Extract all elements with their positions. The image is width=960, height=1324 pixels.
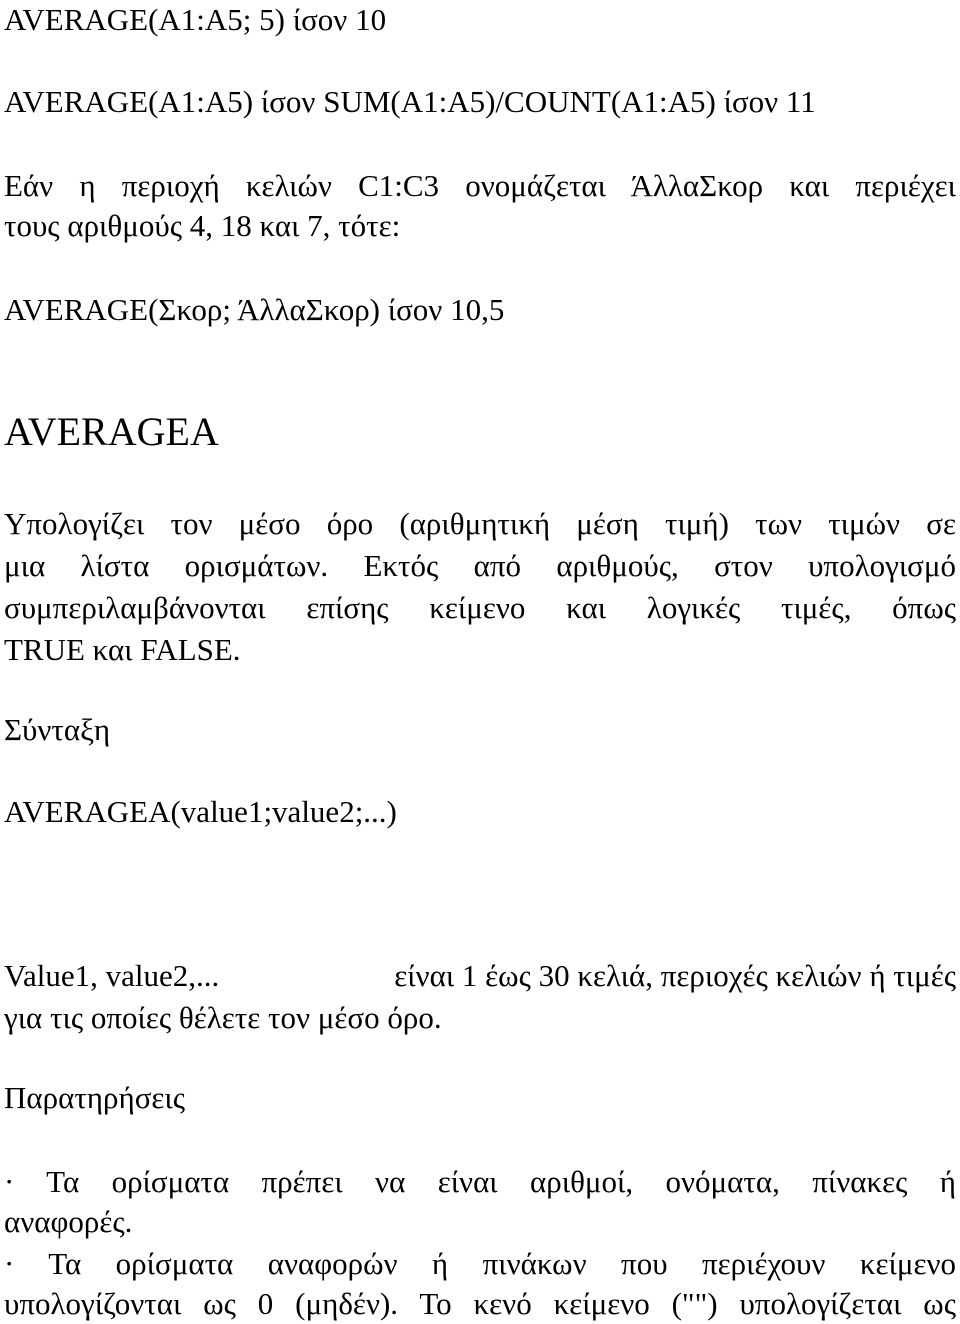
description-line-3: συμπεριλαμβάνονται επίσης κείμενο και λογικές τιμές, όπως	[4, 590, 956, 625]
remark-1-line-1: · Τα ορίσματα πρέπει να είναι αριθμοί, ονόματα, πίνακες ή	[4, 1164, 956, 1199]
section-title: AVERAGEA	[4, 409, 219, 454]
arguments-description: είναι 1 έως 30 κελιά, περιοχές κελιών ή τιμές	[394, 958, 956, 993]
remark-2-line-1: · Τα ορίσματα αναφορών ή πινάκων που περιέχουν κείμενο	[4, 1246, 956, 1281]
syntax-label: Σύνταξη	[4, 712, 111, 747]
description-line-1: Υπολογίζει τον μέσο όρο (αριθμητική μέση τιμή) των τιμών σε	[4, 506, 956, 541]
arguments-line-2: για τις οποίες θέλετε τον μέσο όρο.	[4, 1000, 442, 1035]
example-named-range-line2: τους αριθμούς 4, 18 και 7, τότε:	[4, 208, 401, 243]
syntax-formula: AVERAGEA(value1;value2;...)	[4, 794, 397, 829]
remarks-label: Παρατηρήσεις	[4, 1080, 186, 1115]
remark-1-line-2: αναφορές.	[4, 1204, 133, 1239]
remark-2-line-2: υπολογίζονται ως 0 (μηδέν). Το κενό κείμενο ("") υπολογίζεται ως	[4, 1286, 956, 1321]
example-average-equals-sum-count: AVERAGE(A1:A5) ίσον SUM(A1:A5)/COUNT(A1:A5) ίσον 11	[4, 84, 816, 119]
example-average-named-ranges: AVERAGE(Σκορ; ΆλλαΣκορ) ίσον 10,5	[4, 292, 505, 327]
description-line-4: TRUE και FALSE.	[4, 632, 241, 667]
arguments-term: Value1, value2,...	[4, 958, 220, 993]
description-line-2: μια λίστα ορισμάτων. Εκτός από αριθμούς, στον υπολογισμό	[4, 548, 956, 583]
arguments-line-1	[4, 956, 956, 996]
example-average-with-number: AVERAGE(A1:A5; 5) ίσον 10	[4, 2, 387, 37]
example-named-range-line1: Εάν η περιοχή κελιών C1:C3 ονομάζεται ΆλλαΣκορ και περιέχει	[4, 168, 956, 203]
